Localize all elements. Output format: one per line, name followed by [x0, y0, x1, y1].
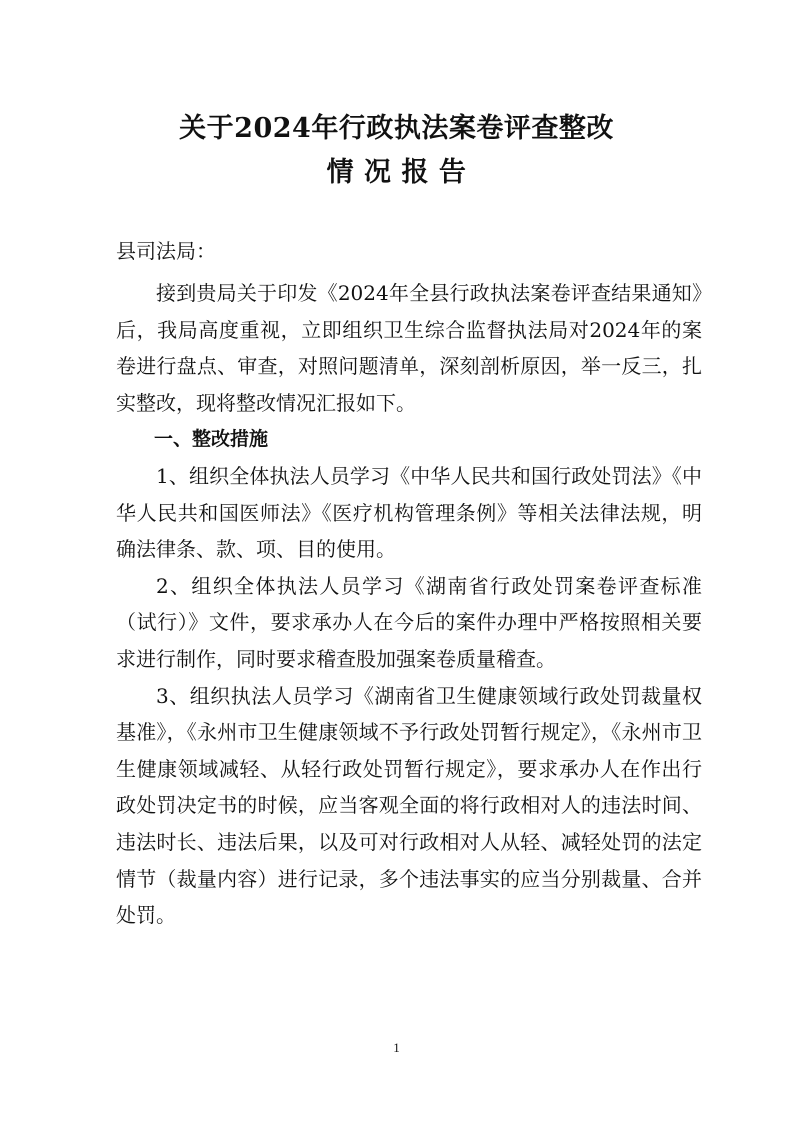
page-number: 1 — [393, 1040, 400, 1055]
document-title-line-1: 关于2024年行政执法案卷评查整改 — [179, 113, 614, 144]
measure-item-3: 3、组织执法人员学习《湖南省卫生健康领域行政处罚裁量权基准》，《永州市卫生健康领域不予行政处罚暂行规定》，《永州市卫生健康领域减轻、从轻行政处罚暂行规定》，要求承办人在作出行政处罚决定书的时候，应当客观全面的将行政相对人的违法时间、违法时长、违法后果，以及可对行政相对人从轻、减轻处罚的法定情节（裁量内容）进行记录，多个违法事实的应当分别裁量、合并处罚。 — [116, 683, 702, 928]
intro-paragraph: 接到贵局关于印发《2024年全县行政执法案卷评查结果通知》后，我局高度重视，立即组织卫生综合监督执法局对2024年的案卷进行盘点、审查，对照问题清单，深刻剖析原因，举一反三，扎实整改，现将整改情况汇报如下。 — [116, 281, 702, 415]
document-body — [116, 275, 702, 934]
section-heading: 一、整改措施 — [154, 428, 269, 451]
document-title-line-2: 情 况 报 告 — [326, 157, 467, 188]
measure-item-1: 1、组织全体执法人员学习《中华人民共和国行政处罚法》《中华人民共和国医师法》《医疗机构管理条例》等相关法律法规，明确法律条、款、项、目的使用。 — [116, 463, 702, 562]
salutation: 县司法局： — [116, 239, 216, 263]
measure-item-2: 2、组织全体执法人员学习《湖南省行政处罚案卷评查标准（试行）》文件，要求承办人在今后的案件办理中严格按照相关要求进行制作，同时要求稽查股加强案卷质量稽查。 — [116, 573, 702, 671]
